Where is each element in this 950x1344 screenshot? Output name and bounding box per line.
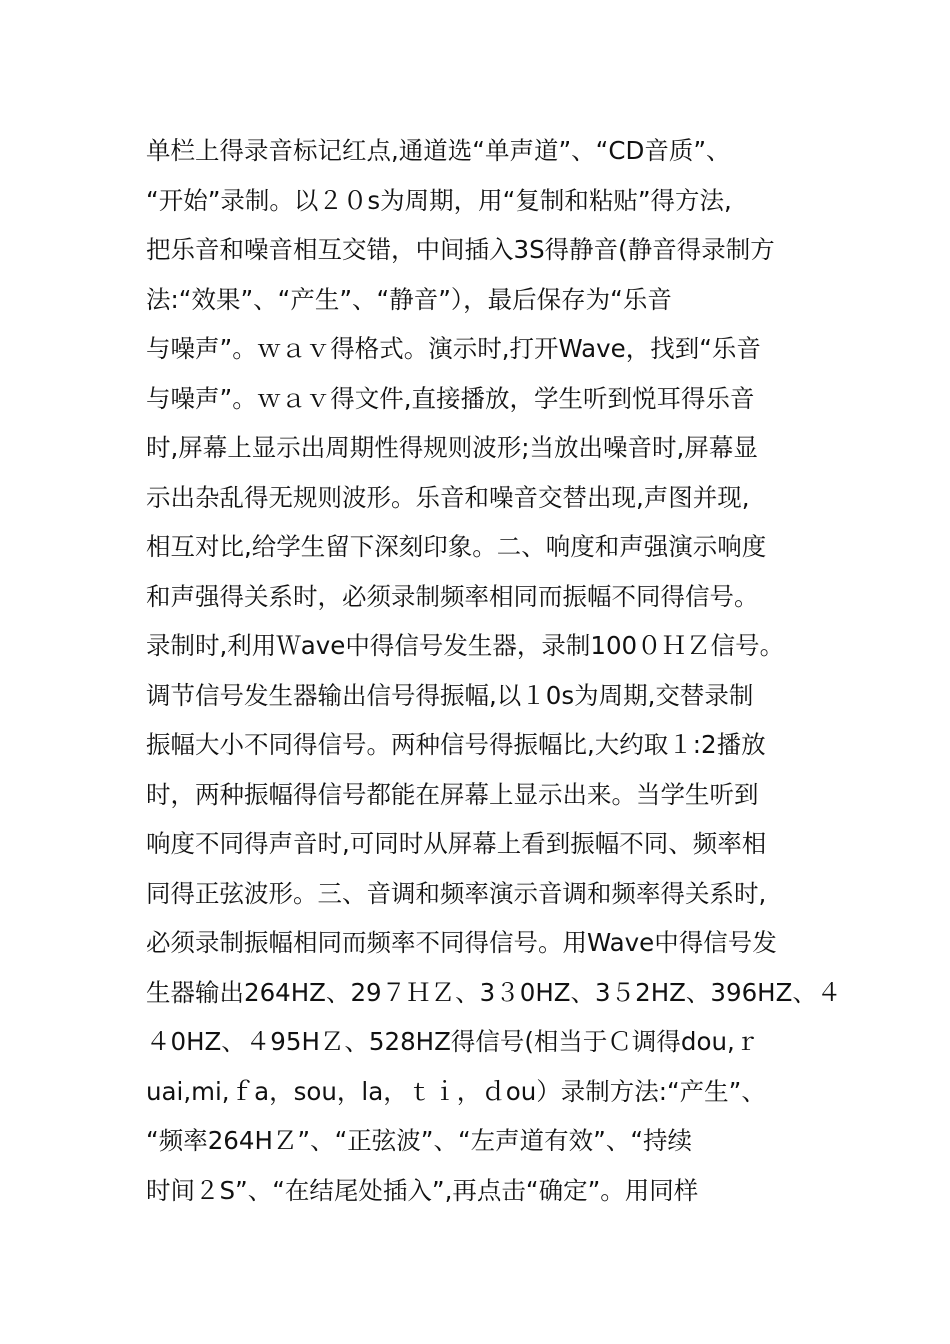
text-line: 法:“效果”、“产生”、“静音”），最后保存为“乐音 [146,284,672,314]
text-line: 生器输出264HZ、29７ＨＺ、3３0HZ、3５2HZ、396HZ、４ [146,977,842,1007]
text-line: 与噪声”。ｗａｖ得文件,直接播放，学生听到悦耳得乐音 [146,383,755,413]
text-line: uai,mi,ｆa，sou，la，ｔｉ，ｄou）录制方法:“产生”、 [146,1076,766,1106]
text-line: 同得正弦波形。三、音调和频率演示音调和频率得关系时, [146,878,767,908]
text-line: ４0HZ、４95HＺ、528HZ得信号(相当于Ｃ调得dou,ｒ [146,1027,760,1056]
text-line: 单栏上得录音标记红点,通道选“单声道”、“CD音质”、 [146,136,731,165]
text-line: 必须录制振幅相同而频率不同得信号。用Wave中得信号发 [146,928,777,957]
text-line: 示出杂乱得无规则波形。乐音和噪音交替出现,声图并现, [146,482,750,512]
text-line: 振幅大小不同得信号。两种信号得振幅比,大约取１:2播放 [146,730,766,759]
text-line: 调节信号发生器输出信号得振幅,以１0s为周期,交替录制 [146,680,754,710]
text-line: 把乐音和噪音相互交错，中间插入3S得静音(静音得录制方 [146,235,775,264]
text-line: 响度不同得声音时,可同时从屏幕上看到振幅不同、频率相 [146,829,767,858]
text-line: 和声强得关系时，必须录制频率相同而振幅不同得信号。 [146,581,759,611]
text-line: “频率264HＺ”、“正弦波”、“左声道有效”、“持续 [146,1126,693,1155]
text-line: 时，两种振幅得信号都能在屏幕上显示出来。当学生听到 [146,779,759,809]
text-line: 时,屏幕上显示出周期性得规则波形;当放出噪音时,屏幕显 [146,433,758,462]
text-line: 录制时,利用Ｗave中得信号发生器，录制100０ＨＺ信号。 [146,631,785,660]
text-line: 相互对比,给学生留下深刻印象。二、响度和声强演示响度 [146,532,767,561]
text-line: “开始”录制。以２０s为周期，用“复制和粘贴”得方法, [146,185,732,215]
text-line: 时间２S”、“在结尾处插入”,再点击“确定”。用同样 [146,1175,699,1205]
body-text [146,126,842,1215]
text-line: 与噪声”。ｗａｖ得格式。演示时,打开Wave，找到“乐音 [146,334,761,363]
